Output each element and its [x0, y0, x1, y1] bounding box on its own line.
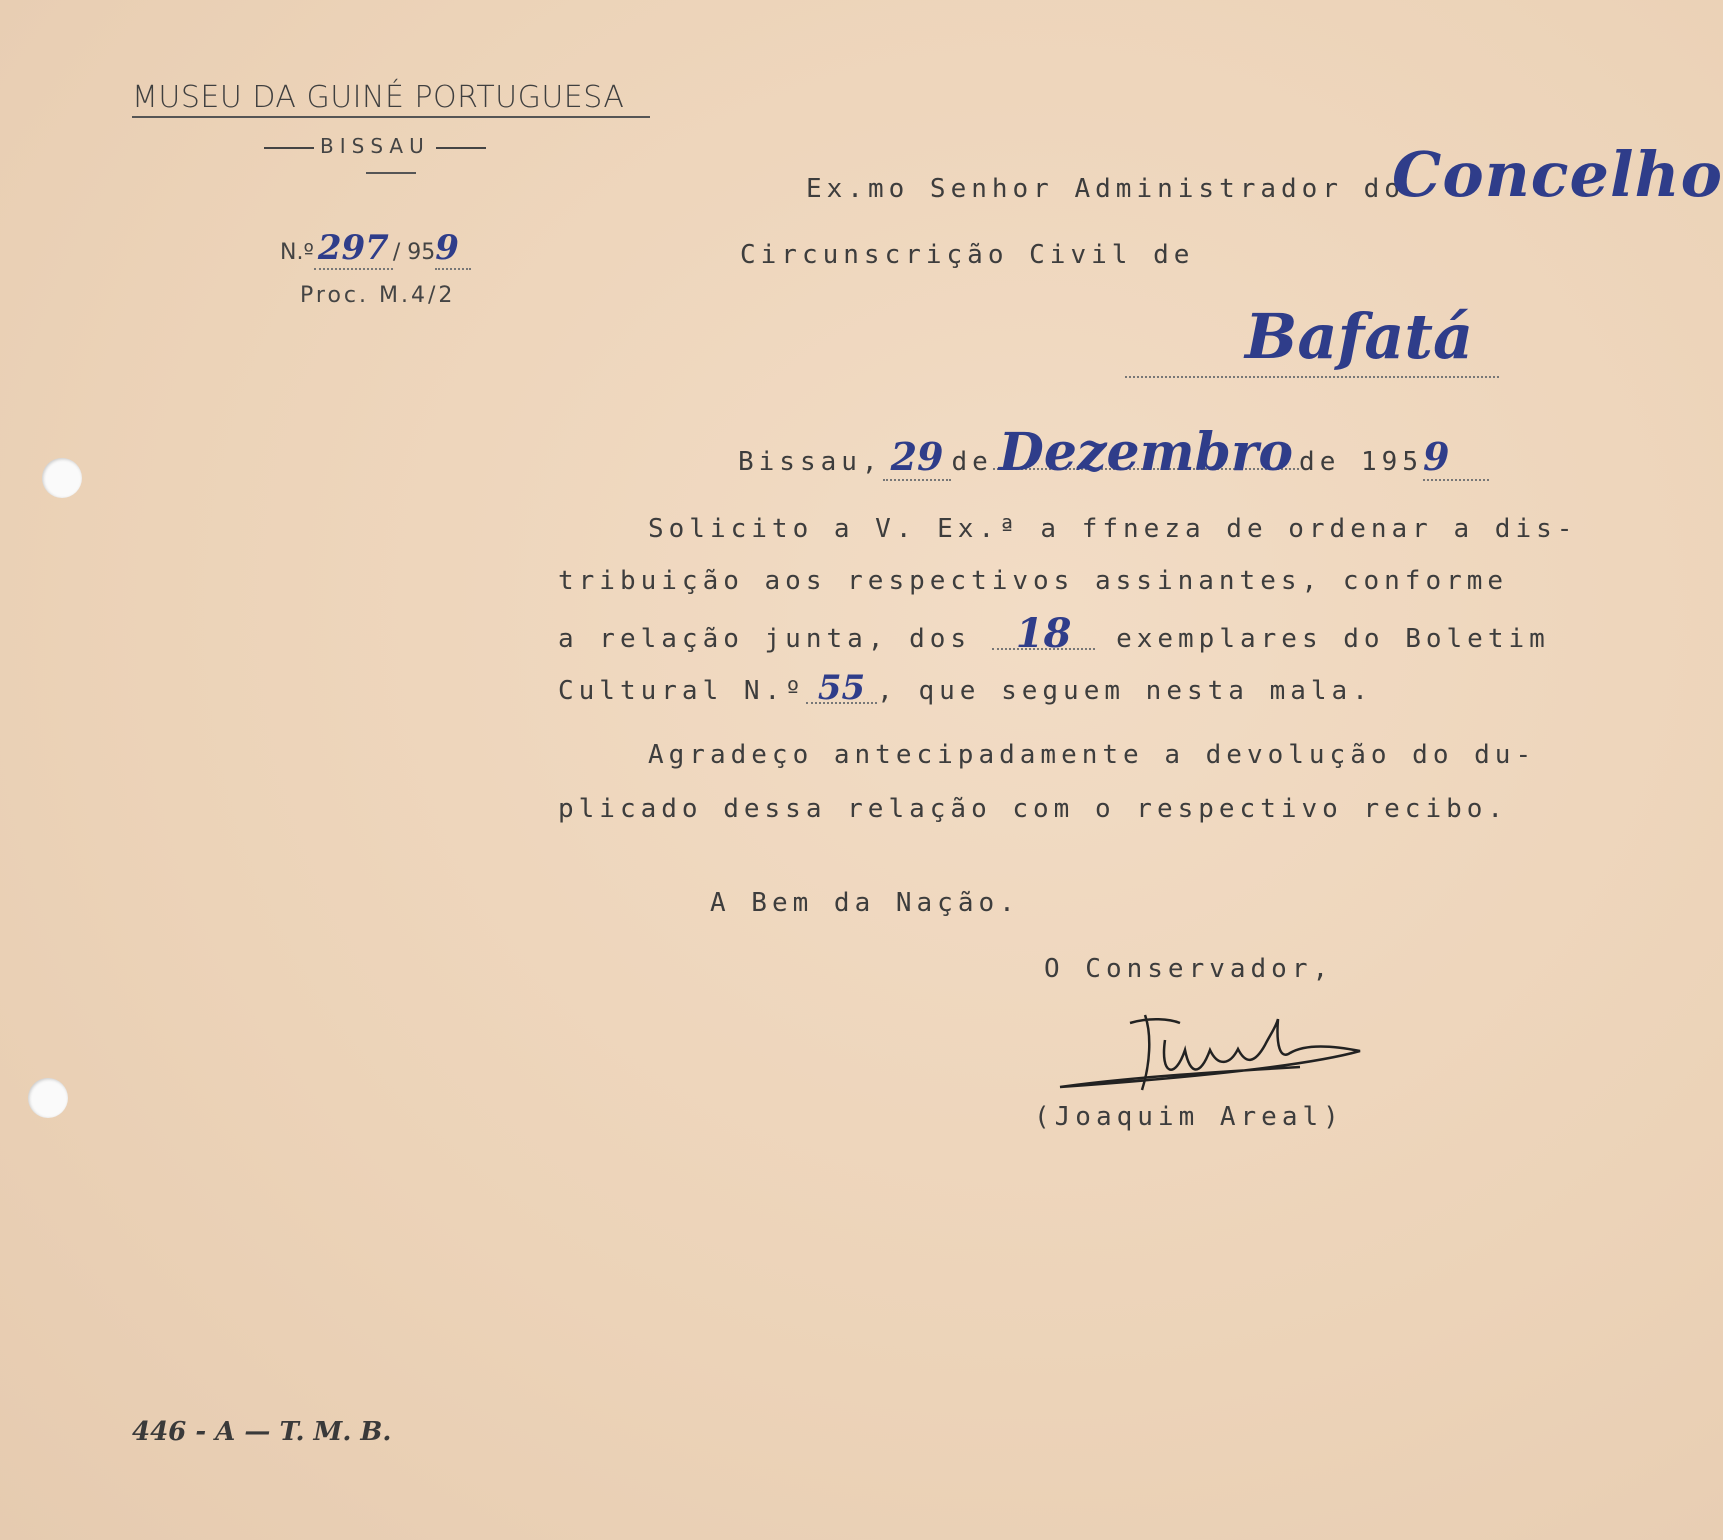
addressee-line2: Circunscrição Civil de: [740, 240, 1195, 270]
addressee-line1-typed: Ex.mo Senhor Administrador do: [806, 174, 1405, 204]
body-p1-line1: Solicito a V. Ex.ª a ffneza de ordenar a dis-: [648, 514, 1578, 544]
body-p2-line1: Agradeço antecipadamente a devolução do du-: [648, 740, 1537, 770]
ref-number-handwritten: 297: [314, 228, 393, 270]
date-year-handwritten: 9: [1423, 434, 1489, 481]
ref-year-prefix: / 95: [392, 240, 436, 265]
body-p1-line3: [558, 610, 1550, 657]
date-line: [738, 422, 1489, 483]
addressee-place-line: [1125, 300, 1499, 378]
reference-process: Proc. M.4/2: [300, 283, 456, 308]
footer-print-code: 446 - A — T. M. B.: [132, 1417, 392, 1447]
body-copies-handwritten: 18: [992, 620, 1096, 650]
ref-year-handwritten: 9: [435, 228, 471, 270]
ref-number-prefix: N.º: [280, 240, 314, 265]
date-de-2: de: [1299, 447, 1341, 477]
reference-number: [280, 228, 471, 270]
date-day-handwritten: 29: [883, 434, 952, 481]
addressee-place-handwritten: Bafatá: [1245, 300, 1474, 373]
body-p1-line2: tribuição aos respectivos assinantes, conforme: [558, 566, 1509, 596]
body-p1-line3-b: exemplares do Boletim: [1116, 624, 1550, 654]
date-year-typed: 195: [1361, 447, 1423, 477]
date-month-handwritten: Dezembro: [993, 438, 1299, 470]
body-p1-line4-a: Cultural N.º: [558, 676, 806, 706]
addressee-line1: [806, 174, 1405, 204]
body-issue-handwritten: 55: [806, 674, 877, 704]
punch-hole-top: [42, 458, 82, 498]
punch-hole-bottom: [28, 1078, 68, 1118]
closing-title: O Conservador,: [1044, 954, 1334, 984]
left-dash: [264, 147, 314, 149]
letterhead-small-rule: [366, 172, 416, 174]
body-p1-line4-b: , que seguem nesta mala.: [877, 676, 1373, 706]
addressee-handwritten-concelho: Concelho: [1392, 138, 1723, 211]
letterhead-city: BISSAU: [320, 134, 430, 158]
letterhead-institution: MUSEU DA GUINÉ PORTUGUESA: [132, 80, 625, 115]
closing-salutation: A Bem da Nação.: [710, 888, 1020, 918]
date-de-1: de: [951, 447, 993, 477]
body-p1-line3-a: a relação junta, dos: [558, 624, 972, 654]
letterhead-rule: [132, 116, 650, 118]
date-city: Bissau,: [738, 447, 883, 477]
body-p1-line4: [558, 668, 1373, 708]
closing-name: (Joaquim Areal): [1034, 1102, 1344, 1132]
right-dash: [436, 147, 486, 149]
signature-graphic: [1050, 1005, 1370, 1115]
body-p2-line2: plicado dessa relação com o respectivo recibo.: [558, 794, 1509, 824]
letterhead-city-line: [258, 134, 492, 158]
